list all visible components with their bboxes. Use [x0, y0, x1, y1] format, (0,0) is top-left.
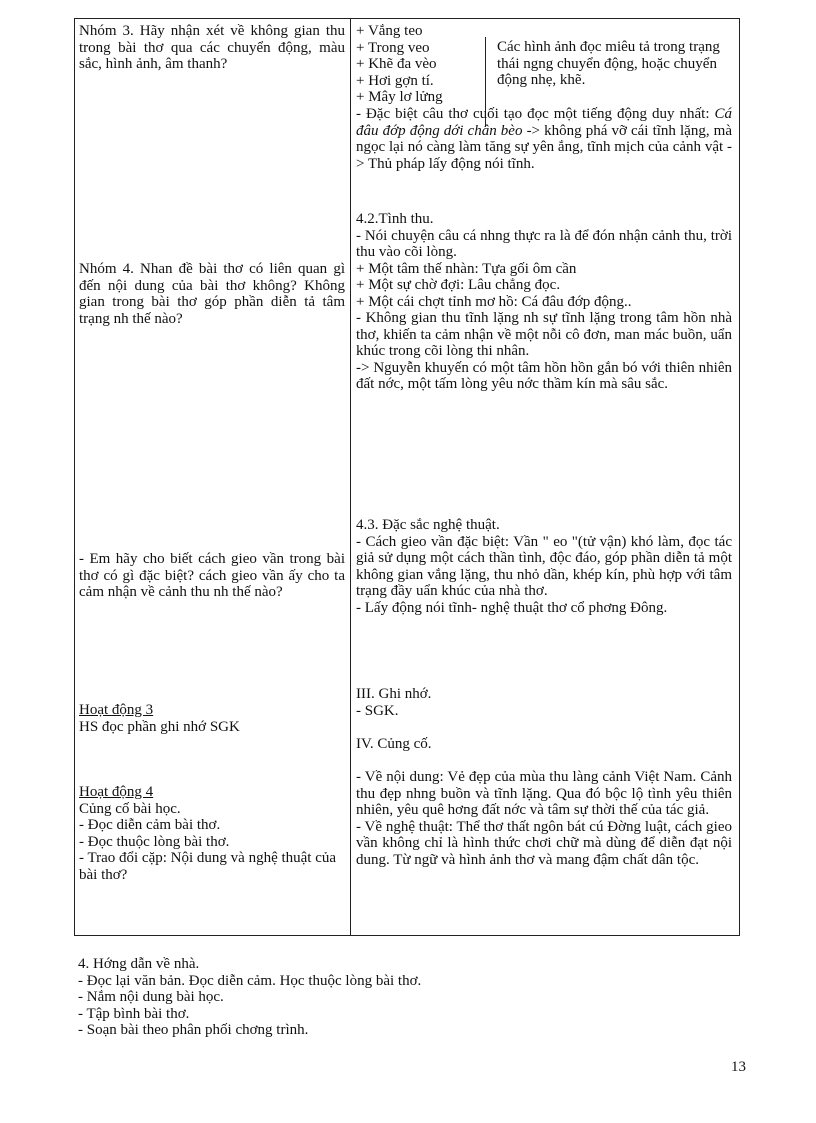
section-4-2: 4.2.Tình thu. - Nói chuyện câu cá nhng thực ra là để đón nhận cảnh thu, trời thu vào cõi lòng. + Một tâm thế nhàn: Tựa gối ôm cần + Một sự chờ đợi: Lâu chẳng đọc. + Một cái chợt tỉnh mơ hồ: Cá đâu đớp động.. - Không gian thu tĩnh lặng nh sự tĩnh lặng trong tâm hồn nhà thơ, khiến ta cảm nhận về một nỗi cô đơn, man mác buồn, uẩn khúc trong cõi lòng thi nhân. -> Nguyễn khuyến có một tâm hồn hồn gắn bó với thiên nhiên đất nớc, một tấm lòng yêu nớc thầm kín mà sâu sắc.	[356, 211, 732, 392]
column-divider	[350, 19, 351, 935]
activity-3	[79, 702, 345, 735]
rhyme-question: - Em hãy cho biết cách gieo vần trong bài thơ có gì đặc biệt? cách gieo vần ấy cho ta cảm nhận về cảnh thu nh thế nào?	[79, 551, 345, 600]
motion-words: + Vắng teo + Trong veo + Khẽ đa vèo + Hơi gợn tí. + Mây lơ lửng	[356, 23, 443, 105]
image-description: Các hình ảnh đọc miêu tả trong trạng thái ngng chuyển động, hoặc chuyển động nhẹ, khẽ.	[497, 39, 720, 88]
memo-text: - SGK.	[356, 702, 399, 719]
activity-4-title: Hoạt động 4	[79, 784, 154, 800]
section-4-3-title: 4.3. Đặc sắc nghệ thuật.	[356, 517, 500, 533]
section-consolidate-title: IV. Củng cố.	[356, 736, 432, 752]
page-number: 13	[731, 1059, 746, 1075]
lesson-table	[74, 18, 740, 936]
homework-section: 4. Hớng dẫn về nhà. - Đọc lại văn bản. Đọc diễn cảm. Học thuộc lòng bài thơ. - Nắm nội dung bài học. - Tập bình bài thơ. - Soạn bài theo phân phối chơng trình.	[78, 956, 738, 1039]
group3-question: Nhóm 3. Hãy nhận xét về không gian thu trong bài thơ qua các chuyển động, màu sắc, hình ảnh, âm thanh?	[79, 23, 345, 72]
activity-3-text: HS đọc phần ghi nhớ SGK	[79, 718, 240, 735]
group4-question: Nhóm 4. Nhan đề bài thơ có liên quan gì đến nội dung của bài thơ không? Không gian trong bài thơ góp phần diễn tả tâm trạng nh thế nào?	[79, 261, 345, 327]
section-4-2-title: 4.2.Tình thu.	[356, 211, 434, 227]
quote: Cá đâu đớp động dới chân bèo	[356, 106, 732, 139]
special-last-line: - Đặc biệt câu thơ cuối tạo đọc một tiếng động duy nhất: Cá đâu đớp động dới chân bèo -> không phá vỡ cái tĩnh lặng, mà ngọc lại nó càng làm tăng sự yên ắng, tĩnh mịch của cảnh vật -> Thủ pháp lấy động nói tĩnh.	[356, 106, 732, 172]
activity-3-title: Hoạt động 3	[79, 702, 154, 718]
memo-title: III. Ghi nhớ.	[356, 686, 432, 702]
section-4-3: 4.3. Đặc sắc nghệ thuật. - Cách gieo vần đặc biệt: Vần " eo "(tử vận) khó làm, đọc tác giả sử dụng một cách thần tình, độc đáo, góp phần diễn tả một không gian vắng lặng, thu nhỏ dần, khép kín, phù hợp với tâm trạng đầy uẩn khúc của nhà thơ. - Lấy động nói tĩnh- nghệ thuật thơ cổ phơng Đông.	[356, 517, 732, 616]
activity-4: Hoạt động 4 Củng cố bài học. - Đọc diễn cảm bài thơ. - Đọc thuộc lòng bài thơ. - Trao đổi cặp: Nội dung và nghệ thuật của bài thơ?	[79, 784, 345, 883]
section-memo	[356, 686, 732, 719]
homework-title: 4. Hớng dẫn về nhà.	[78, 956, 200, 972]
section-consolidate: - Về nội dung: Vẻ đẹp của mùa thu làng cảnh Việt Nam. Cảnh thu đẹp nhng buồn và tĩnh lặng. Qua đó bộc lộ tình yêu thiên nhiên, yêu quê hơng đất nớc và tâm sự thời thế của tác giả. - Về nghệ thuật: Thể thơ thất ngôn bát cú Đờng luật, cách gieo vần không chỉ là hình thức chơi chữ mà dùng để diễn đạt nội dung. Từ ngữ và hình ảnh thơ và mang đậm chất dân tộc.	[356, 769, 732, 868]
